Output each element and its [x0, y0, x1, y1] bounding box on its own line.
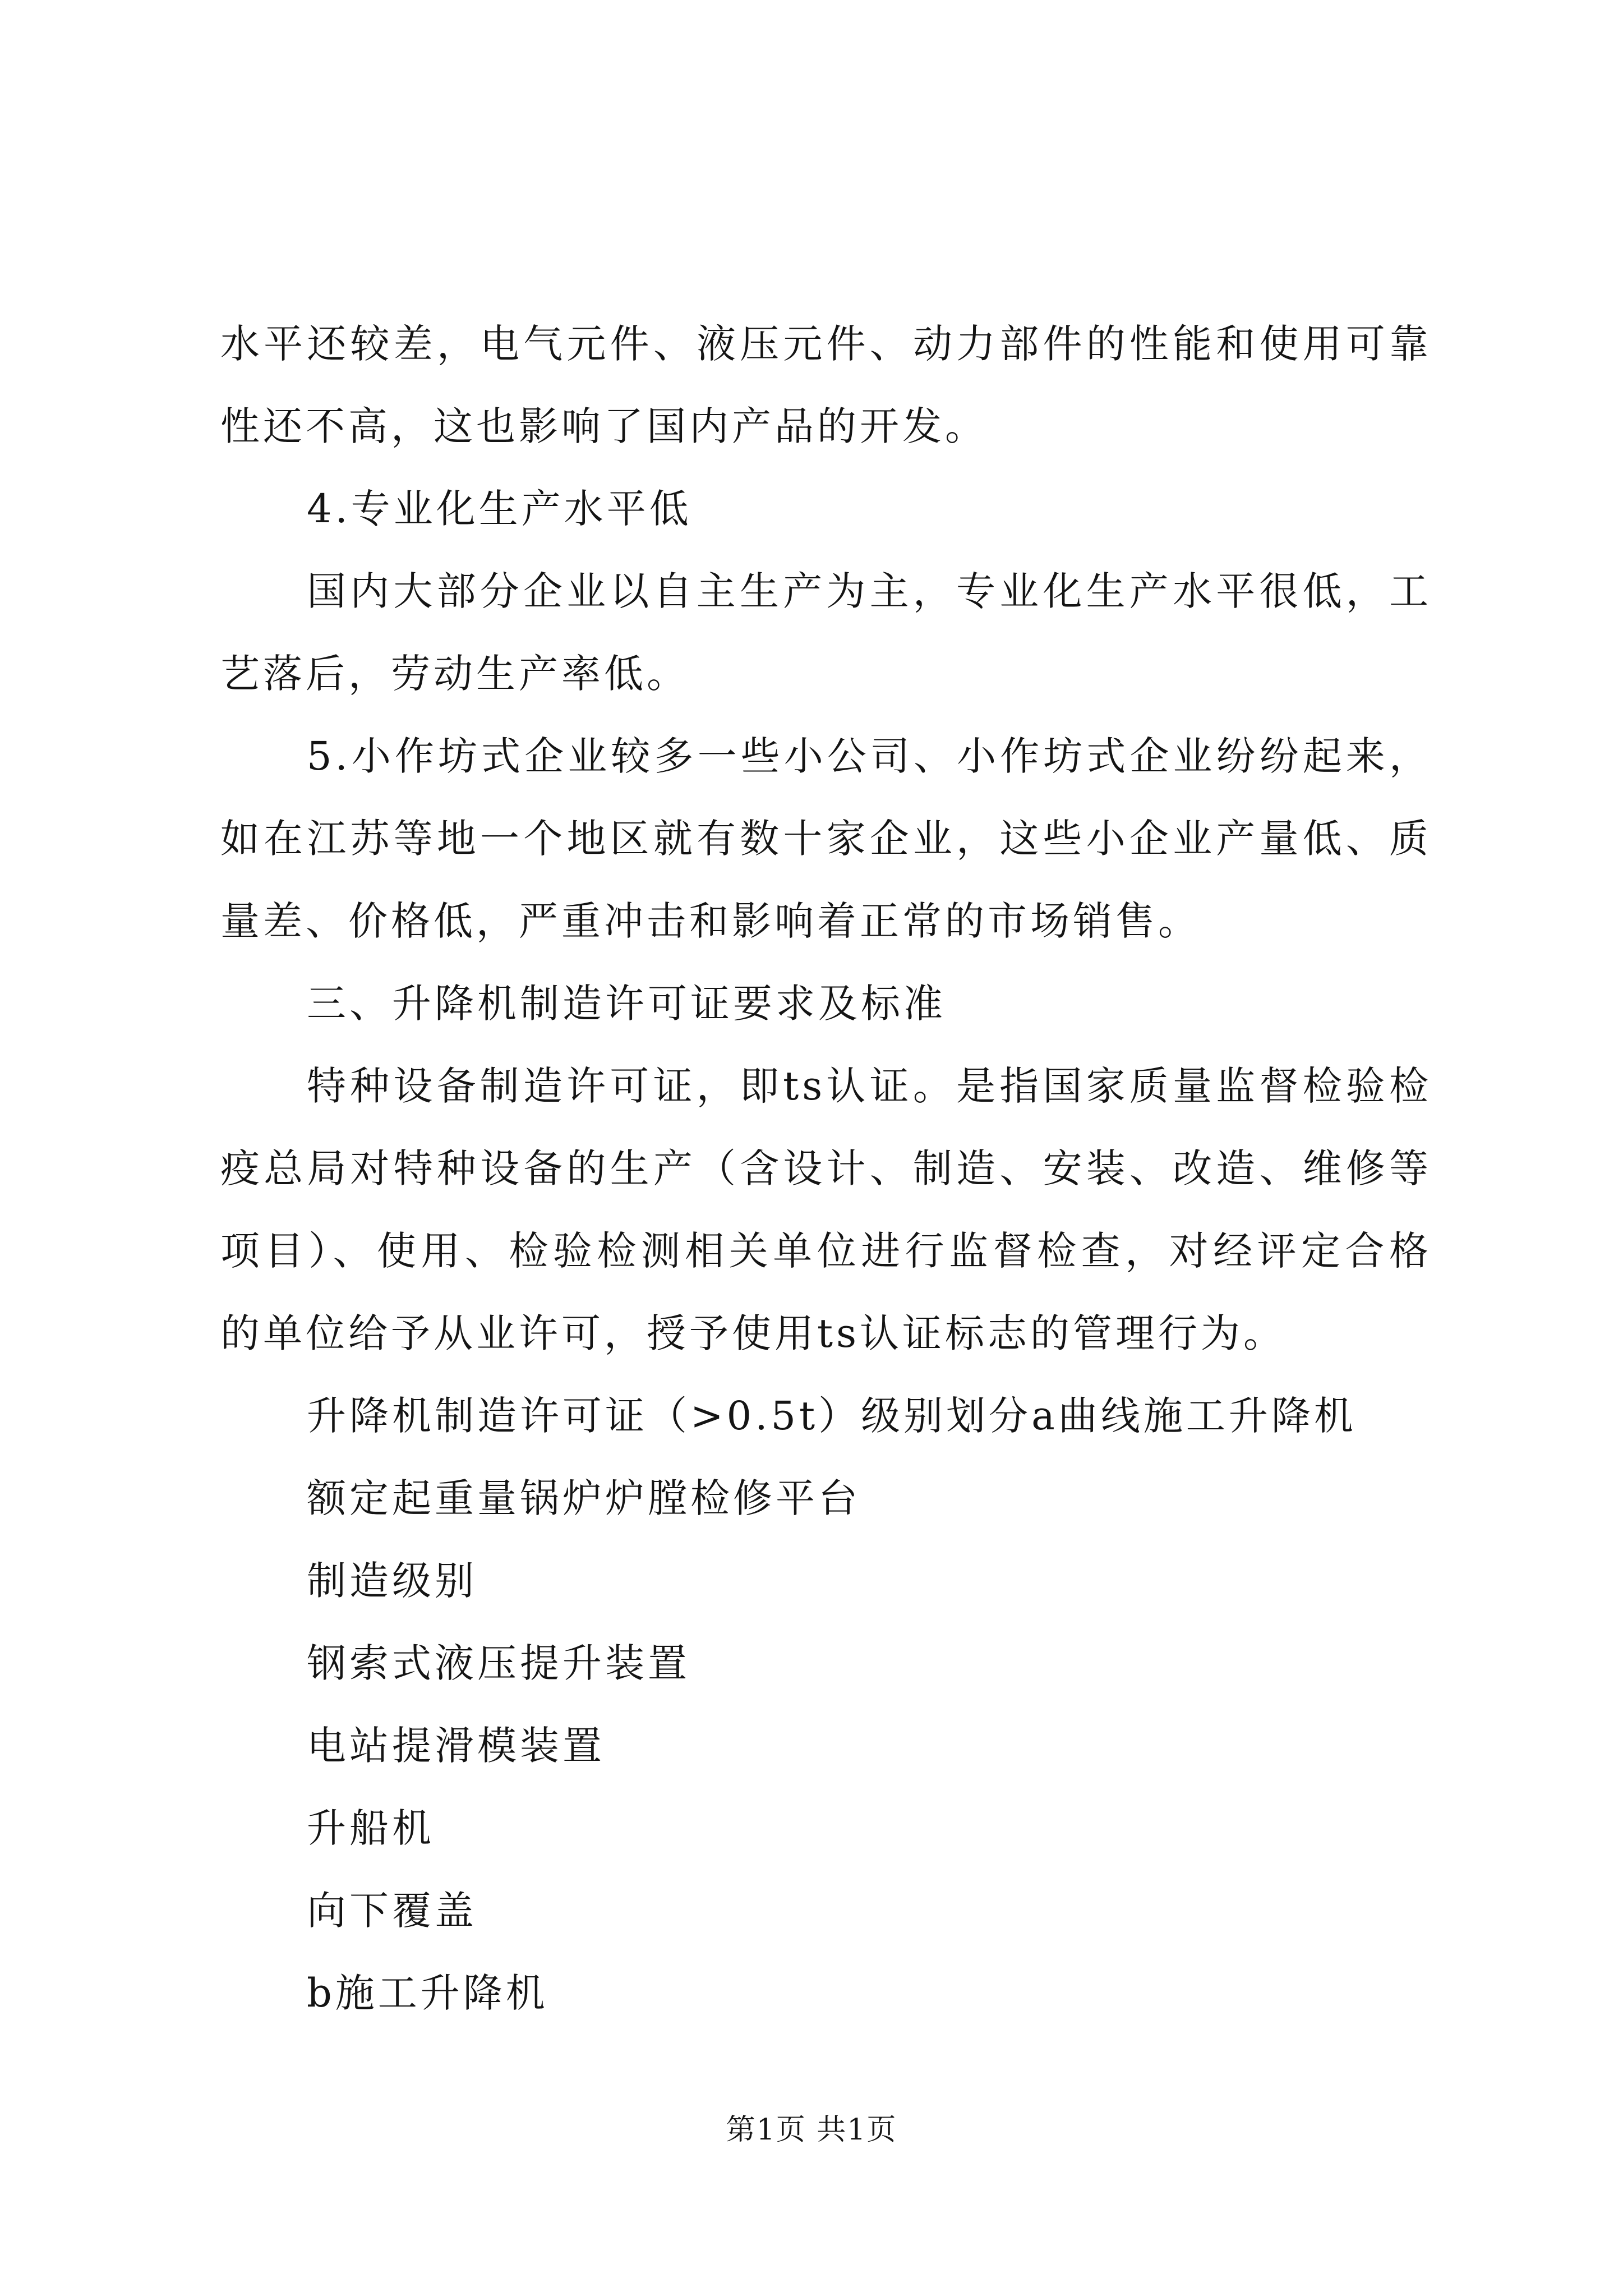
paragraph-continuation: 水平还较差，电气元件、液压元件、动力部件的性能和使用可靠性还不高，这也影响了国内产品的开发。	[220, 321, 1432, 449]
document-body	[220, 303, 1432, 2035]
list-line: 额定起重量锅炉炉膛检修平台	[307, 1475, 861, 1521]
section-heading-3: 三、升降机制造许可证要求及标准	[307, 981, 946, 1027]
list-line: 升降机制造许可证（>0.5t）级别划分a曲线施工升降机	[307, 1393, 1357, 1439]
list-line: b施工升降机	[307, 1970, 548, 2016]
list-line: 电站提滑模装置	[307, 1723, 605, 1769]
list-line: 钢索式液压提升装置	[307, 1640, 690, 1686]
list-line: 制造级别	[307, 1558, 477, 1604]
page-footer: 第1页 共1页	[726, 2113, 897, 2147]
section-heading-5: 5.小作坊式企业较多一些小公司、小作坊式企业纷纷起来，如在江苏等地一个地区就有数十家企业，这些小企业产量低、质量差、价格低，严重冲击和影响着正常的市场销售。	[220, 733, 1432, 944]
paragraph: 特种设备制造许可证，即ts认证。是指国家质量监督检验检疫总局对特种设备的生产（含设计、制造、安装、改造、维修等项目）、使用、检验检测相关单位进行监督检查，对经评定合格的单位给予从业许可，授予使用ts认证标志的管理行为。	[220, 1063, 1432, 1356]
paragraph: 国内大部分企业以自主生产为主，专业化生产水平很低，工艺落后，劳动生产率低。	[220, 568, 1432, 697]
list-line: 升船机	[307, 1805, 435, 1851]
section-heading-4: 4.专业化生产水平低	[307, 486, 692, 532]
list-line: 向下覆盖	[307, 1888, 477, 1934]
